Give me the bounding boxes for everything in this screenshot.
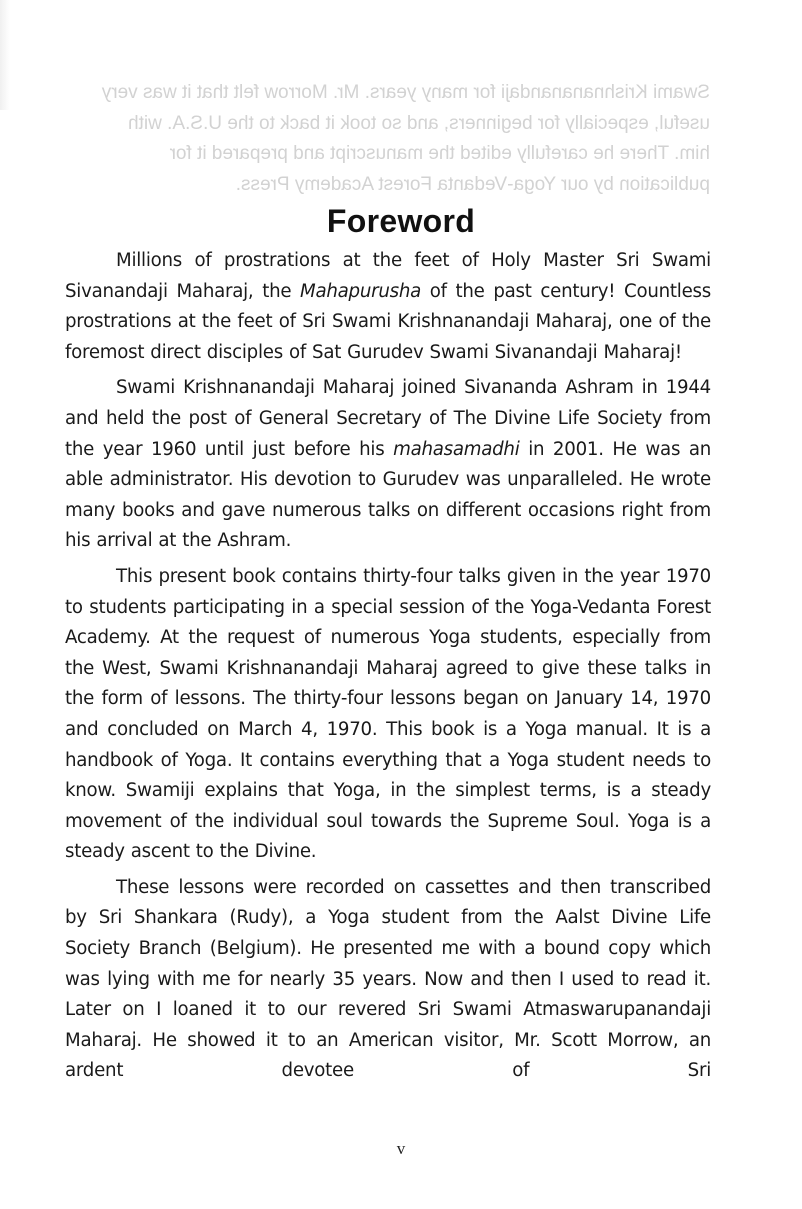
text-segment: Swami Krishnanandaji Maharaj joined Sivananda Ashram in 1944 and held the post of General Secretary of The Divine Life Society from the year 1960 until just before his xyxy=(65,377,711,460)
page-title: Foreword xyxy=(326,203,476,240)
text-segment: This present book contains thirty-four talks given in the year 1970 to students participating in a special session of the Yoga-Vedanta Forest Academy. At the request of numerous Yoga students, especially from the West, Swami Krishnanandaji Maharaj agreed to give these talks in the form of lessons. The thirty-four lessons began on January 14, 1970 and concluded on March 4, 1970. This book is a Yoga manual. It is a handbook of Yoga. It contains everything that a Yoga student needs to know. Swamiji explains that Yoga, in the simplest terms, is a steady movement of the individual soul towards the Supreme Soul. Yoga is a steady ascent to the Divine. xyxy=(65,565,711,863)
scan-page-edge xyxy=(0,0,10,110)
body-text xyxy=(65,246,711,1092)
text-segment: in 2001. He was an able administrator. His devotion to Gurudev was unparalleled. He wrote many books and gave numerous talks on different occasions right from his arrival at the Ashram. xyxy=(65,438,711,552)
text-segment: of the past century! Countless prostrations at the feet of Sri Swami Krishnanandaji Maharaj, one of the foremost direct disciples of Sat Gurudev Swami Sivanandaji Maharaj! xyxy=(65,280,711,363)
paragraph-1 xyxy=(65,246,711,368)
show-through-paragraph: Swami Krishnananandaji for many years. Mr. Morrow felt that it was very useful, especially for beginners, and so took it back to the U.S.A. with him. There he carefully edited the manuscript and prepared it for publication by our Yoga-Vedanta Forest Academy Press. xyxy=(101,82,710,195)
italic-term: Mahapurusha xyxy=(300,280,422,302)
text-segment: Millions of prostrations at the feet of Holy Master Sri Swami Sivanandaji Maharaj, the xyxy=(65,250,711,302)
show-through-text xyxy=(88,78,710,200)
paragraph-2 xyxy=(65,373,711,557)
text-segment: These lessons were recorded on cassettes and then transcribed by Sri Shankara (Rudy), a Yoga student from the Aalst Divine Life Society Branch (Belgium). He presented me with a bound copy which was lying with me for nearly 35 years. Now and then I used to read it. Later on I loaned it to our revered Sri Swami Atmaswarupanandaji Maharaj. He showed it to an American visitor, Mr. Scott Morrow, an ardent devotee of Sri xyxy=(65,876,711,1082)
paragraph-3 xyxy=(65,562,711,868)
page-number: v xyxy=(396,1139,406,1158)
italic-term: mahasamadhi xyxy=(393,438,520,460)
paragraph-4 xyxy=(65,873,711,1087)
